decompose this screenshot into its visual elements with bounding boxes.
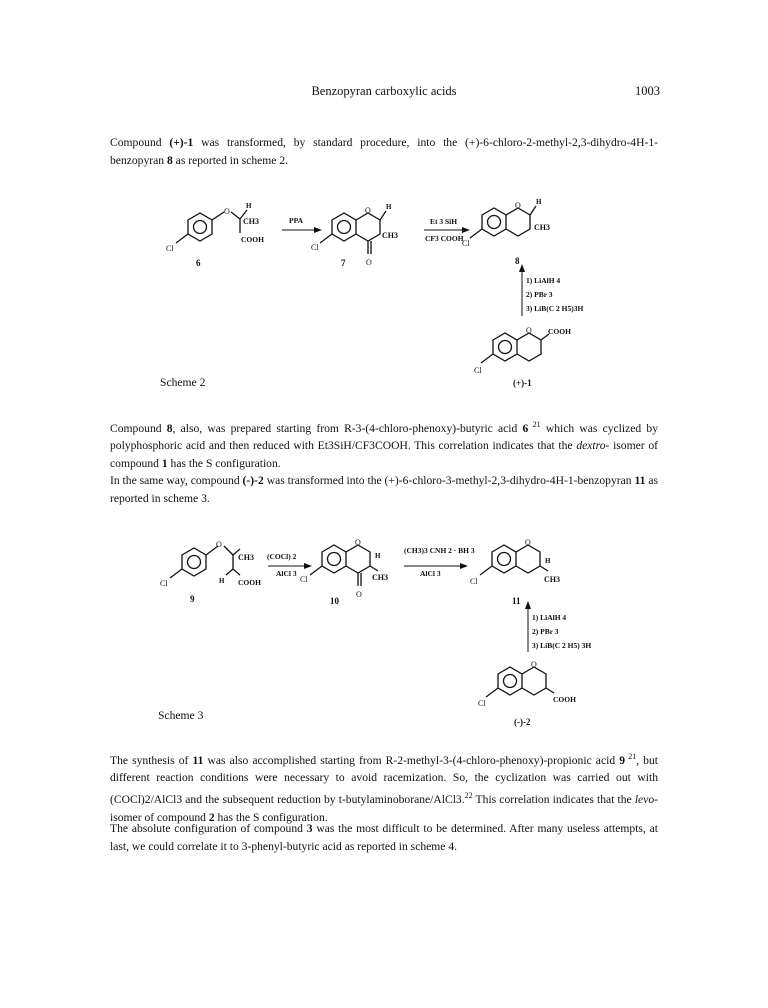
svg-text:2) PBr 3: 2) PBr 3	[532, 627, 559, 636]
compound-label-8: 8	[515, 256, 520, 266]
svg-text:(CH3)3 CNH 2 · BH 3: (CH3)3 CNH 2 · BH 3	[404, 546, 475, 555]
svg-text:Cl: Cl	[311, 243, 319, 252]
compound-label-7: 7	[341, 258, 346, 268]
svg-text:H: H	[386, 203, 392, 211]
svg-text:CF3 COOH: CF3 COOH	[425, 234, 464, 243]
scheme-2-caption: Scheme 2	[160, 376, 206, 389]
svg-text:O: O	[366, 258, 372, 267]
svg-text:Cl: Cl	[300, 575, 308, 584]
svg-text:3) LiB(C 2 H5)3H: 3) LiB(C 2 H5)3H	[526, 304, 584, 313]
structure-compound-7	[320, 211, 386, 254]
svg-text:CH3: CH3	[544, 575, 560, 584]
compound-ref: (+)-1	[169, 136, 194, 149]
svg-text:CH3: CH3	[382, 231, 398, 240]
compound-ref: 8	[166, 153, 173, 167]
svg-text:O: O	[531, 660, 537, 669]
page-number: 1003	[635, 84, 660, 98]
svg-text:H: H	[375, 552, 381, 560]
svg-text:O: O	[216, 540, 222, 549]
scheme-3-caption: Scheme 3	[158, 709, 204, 722]
svg-text:Cl: Cl	[478, 699, 486, 708]
paragraph-synthesis-11: The synthesis of 11 was also accomplished starting from R-2-methyl-3-(4-chloro-phenoxy)-propionic acid 9 $^{21}$, but different reaction conditions were necessary to avoid racemization. So, the cyclization was carried out with (COCl)2/AlCl3 and the subsequent reduction by t-butylaminoborane/AlCl3.22 This correlation indicates that the levo-isomer of compound 2 has the S configuration.	[110, 752, 659, 824]
svg-text:CH3: CH3	[372, 573, 388, 582]
svg-text:Cl: Cl	[470, 577, 478, 586]
svg-text:2) PBr 3: 2) PBr 3	[526, 290, 553, 299]
compound-label-9: 9	[190, 594, 195, 604]
svg-text:COOH: COOH	[553, 695, 576, 704]
compound-label-11: 11	[512, 596, 521, 606]
running-header-title: Benzopyran carboxylic acids	[311, 84, 457, 98]
structure-compound-6	[176, 210, 247, 243]
paragraph-absolute-configuration: The absolute configuration of compound 3 was the most difficult to be determined. After many useless attempts, at last, we could correlate it to 3-phenyl-butyric acid as reported in scheme 4.	[110, 822, 659, 853]
svg-text:O: O	[515, 201, 521, 210]
svg-text:O: O	[525, 538, 531, 547]
svg-text:(COCl) 2: (COCl) 2	[267, 552, 297, 561]
svg-text:H: H	[219, 577, 225, 585]
paragraph-scheme3-intro: In the same way, compound (-)-2 was transformed into the (+)-6-chloro-3-methyl-2,3-dihydro-4H-1-benzopyran 11 as reported in scheme 3.	[110, 474, 658, 505]
svg-text:COOH: COOH	[238, 578, 261, 587]
atom-label: O	[224, 207, 230, 216]
svg-text:1) LiAlH 4: 1) LiAlH 4	[526, 276, 561, 285]
svg-text:H: H	[536, 198, 542, 206]
svg-text:CH3: CH3	[238, 553, 254, 562]
svg-text:Cl: Cl	[160, 579, 168, 588]
compound-label-plus-1: (+)-1	[513, 378, 532, 388]
svg-text:AlCl 3: AlCl 3	[420, 569, 441, 578]
svg-text:O: O	[526, 326, 532, 335]
compound-label-10: 10	[330, 596, 339, 606]
svg-text:O: O	[365, 206, 371, 215]
svg-text:CH3: CH3	[534, 223, 550, 232]
structure-compound-8	[470, 206, 536, 238]
structure-compound-plus-1	[481, 333, 549, 363]
svg-text:3) LiB(C 2 H5) 3H: 3) LiB(C 2 H5) 3H	[532, 641, 592, 650]
svg-text:O: O	[355, 538, 361, 547]
atom-label: H	[246, 202, 252, 210]
svg-text:Cl: Cl	[474, 366, 482, 375]
svg-text:H: H	[545, 557, 551, 565]
svg-text:Cl: Cl	[462, 239, 470, 248]
paragraph-intro: Compound (+)-1 was transformed, by standard procedure, into the (+)-6-chloro-2-methyl-2,3-dihydro-4H-1-benzopyran 8 as reported in scheme 2.	[110, 136, 658, 167]
svg-text:O: O	[356, 590, 362, 599]
svg-text:Et 3 SiH: Et 3 SiH	[430, 217, 458, 226]
reagent-ppa: PPA	[289, 216, 304, 225]
svg-text:COOH: COOH	[548, 327, 571, 336]
atom-label: Cl	[166, 244, 174, 253]
compound-label-6: 6	[196, 258, 201, 268]
atom-label: CH3	[243, 217, 259, 226]
compound-label-minus-2: (-)-2	[514, 717, 531, 727]
svg-text:AlCl 3: AlCl 3	[276, 569, 297, 578]
svg-text:1) LiAlH 4: 1) LiAlH 4	[532, 613, 567, 622]
atom-label: COOH	[241, 235, 264, 244]
paragraph-correlation: Compound 8, also, was prepared starting from R-3-(4-chloro-phenoxy)-butyric acid 6 $^{21}$ which was cyclized by polyphosphoric acid and then reduced with Et3SiH/CF3COOH. This correlation indicates that the dextro- isomer of compound 1 has the S configuration.	[110, 420, 658, 471]
